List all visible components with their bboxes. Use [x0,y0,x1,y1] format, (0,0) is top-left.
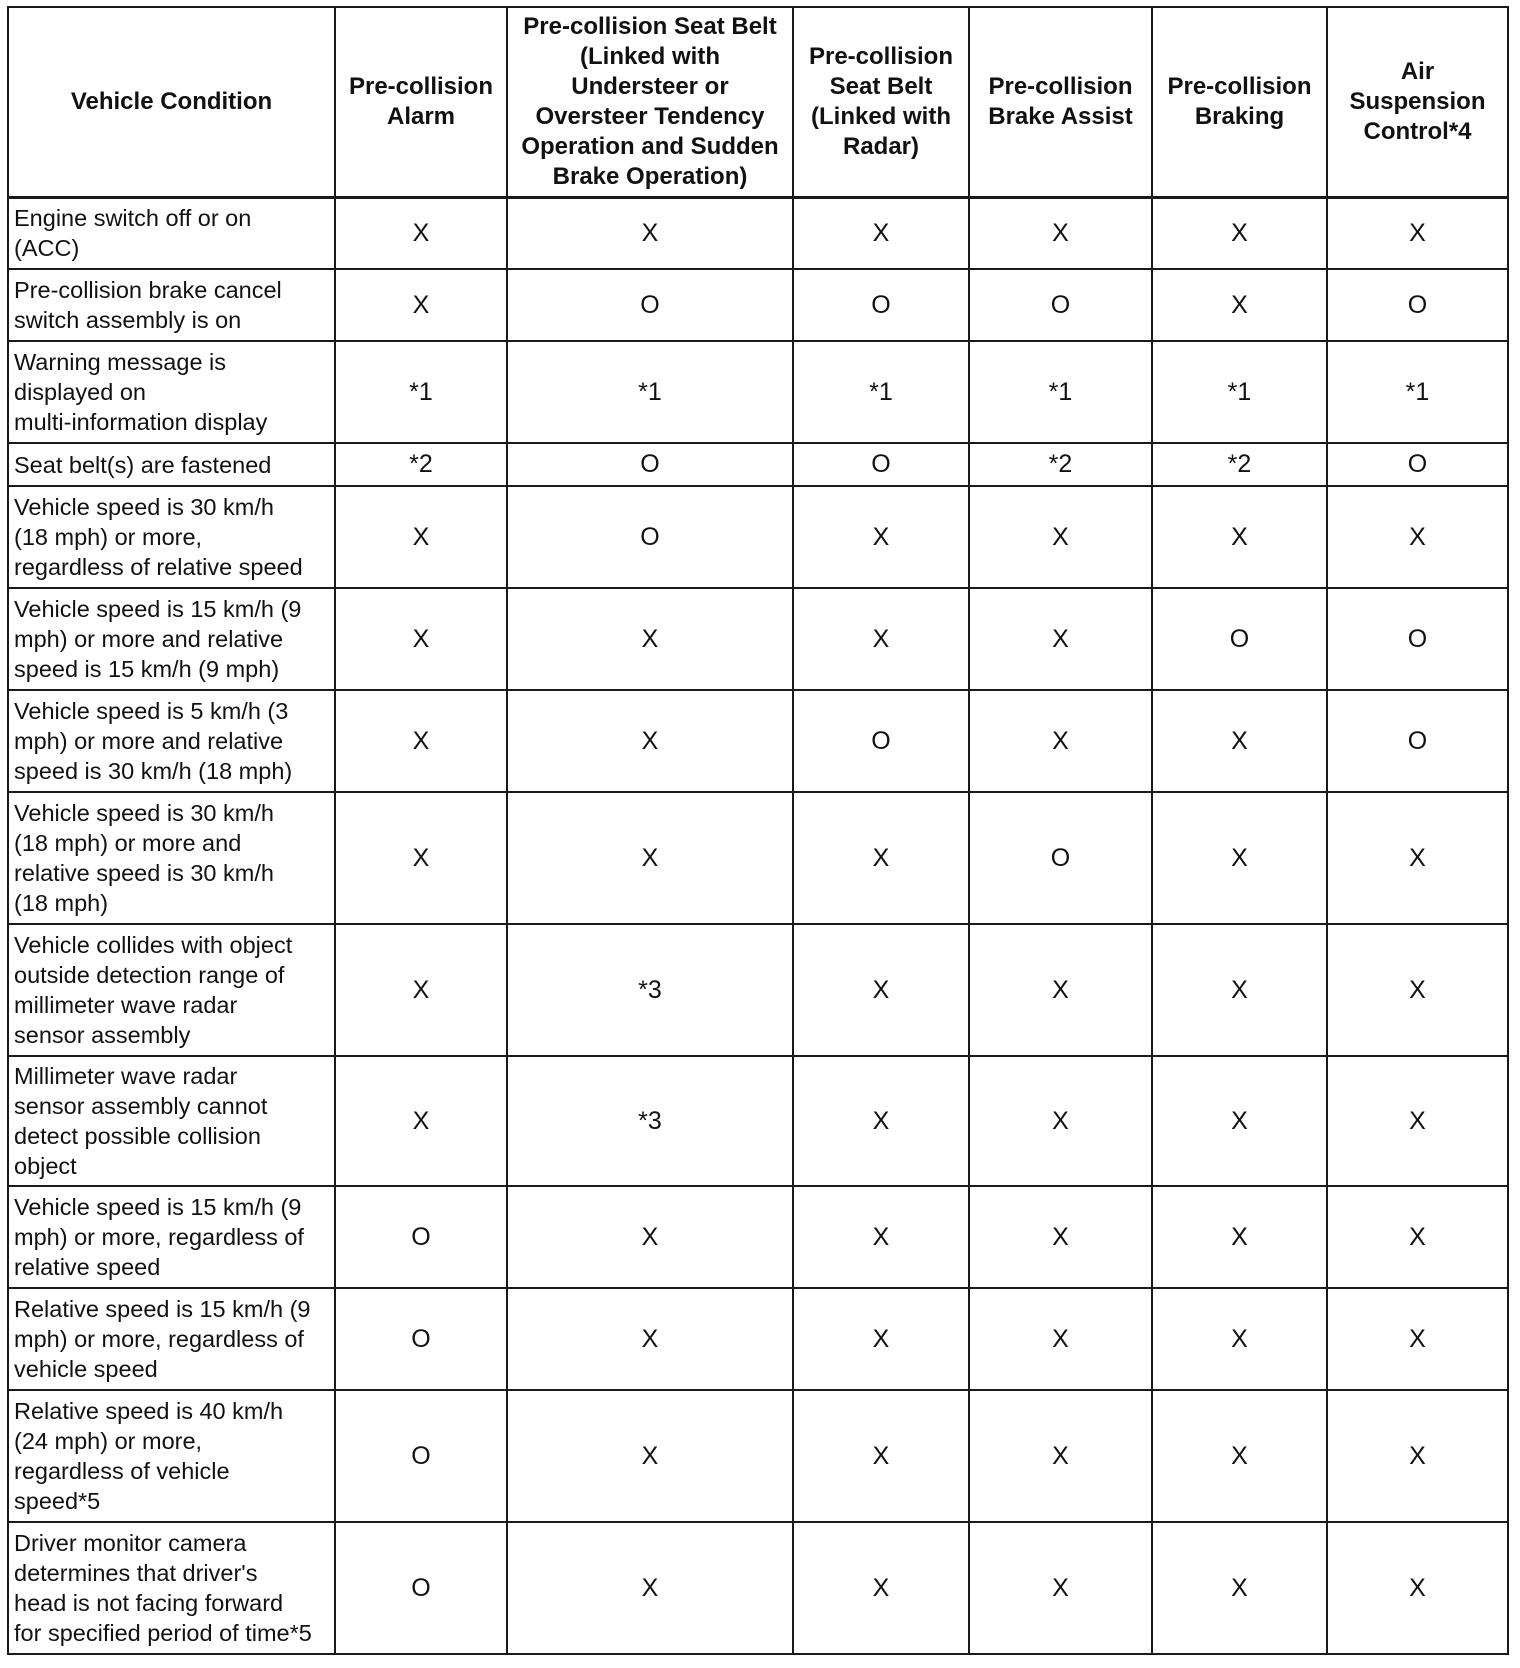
air-suspension-cell: X [1327,1390,1508,1522]
condition-cell: Millimeter wave radar sensor assembly cannot detect possible collision object [8,1056,335,1186]
seat-belt-radar-cell: X [793,486,969,588]
alarm-cell: X [335,924,507,1056]
seat-belt-radar-cell: X [793,924,969,1056]
table-row [8,924,1508,1056]
seat-belt-radar-cell: O [793,269,969,341]
header-row [8,7,1508,197]
brake-assist-cell: X [969,1522,1152,1654]
air-suspension-cell: O [1327,443,1508,486]
alarm-cell: O [335,1522,507,1654]
braking-cell: X [1152,792,1327,924]
alarm-cell: X [335,486,507,588]
header-seat-belt-understeer: Pre-collision Seat Belt (Linked with Understeer or Oversteer Tendency Operation and Sudden Brake Operation) [507,7,793,197]
air-suspension-cell: X [1327,486,1508,588]
header-seat-belt-radar: Pre-collision Seat Belt (Linked with Radar) [793,7,969,197]
condition-cell: Pre-collision brake cancel switch assembly is on [8,269,335,341]
table-row [8,197,1508,269]
brake-assist-cell: X [969,588,1152,690]
braking-cell: X [1152,269,1327,341]
brake-assist-cell: X [969,690,1152,792]
alarm-cell: X [335,197,507,269]
braking-cell: X [1152,1390,1327,1522]
header-air-suspension: Air Suspension Control*4 [1327,7,1508,197]
brake-assist-cell: X [969,924,1152,1056]
seat-belt-understeer-cell: X [507,1186,793,1288]
seat-belt-understeer-cell: O [507,269,793,341]
header-pre-collision-braking: Pre-collision Braking [1152,7,1327,197]
condition-cell: Vehicle speed is 30 km/h (18 mph) or more, regardless of relative speed [8,486,335,588]
condition-cell: Vehicle speed is 5 km/h (3 mph) or more and relative speed is 30 km/h (18 mph) [8,690,335,792]
alarm-cell: O [335,1288,507,1390]
seat-belt-understeer-cell: X [507,588,793,690]
table-row [8,1522,1508,1654]
seat-belt-understeer-cell: X [507,1288,793,1390]
brake-assist-cell: *1 [969,341,1152,443]
brake-assist-cell: O [969,792,1152,924]
alarm-cell: X [335,269,507,341]
seat-belt-understeer-cell: X [507,792,793,924]
condition-cell: Warning message is displayed on multi-information display [8,341,335,443]
seat-belt-radar-cell: X [793,792,969,924]
seat-belt-understeer-cell: *1 [507,341,793,443]
brake-assist-cell: X [969,1288,1152,1390]
table-row [8,486,1508,588]
braking-cell: *2 [1152,443,1327,486]
seat-belt-radar-cell: X [793,197,969,269]
brake-assist-cell: X [969,486,1152,588]
alarm-cell: O [335,1390,507,1522]
table-row [8,443,1508,486]
table-row [8,1288,1508,1390]
air-suspension-cell: X [1327,792,1508,924]
braking-cell: X [1152,690,1327,792]
air-suspension-cell: O [1327,588,1508,690]
air-suspension-cell: X [1327,1288,1508,1390]
braking-cell: O [1152,588,1327,690]
condition-cell: Engine switch off or on (ACC) [8,197,335,269]
vehicle-condition-table [7,6,1509,1655]
braking-cell: X [1152,924,1327,1056]
seat-belt-understeer-cell: O [507,486,793,588]
brake-assist-cell: *2 [969,443,1152,486]
seat-belt-understeer-cell: X [507,690,793,792]
braking-cell: X [1152,486,1327,588]
seat-belt-understeer-cell: X [507,1390,793,1522]
air-suspension-cell: O [1327,690,1508,792]
table-row [8,588,1508,690]
header-vehicle-condition: Vehicle Condition [8,7,335,197]
alarm-cell: *2 [335,443,507,486]
header-pre-collision-alarm: Pre-collision Alarm [335,7,507,197]
condition-cell: Relative speed is 40 km/h (24 mph) or more, regardless of vehicle speed*5 [8,1390,335,1522]
alarm-cell: O [335,1186,507,1288]
seat-belt-understeer-cell: X [507,197,793,269]
table-row [8,690,1508,792]
brake-assist-cell: X [969,197,1152,269]
condition-cell: Vehicle speed is 30 km/h (18 mph) or more and relative speed is 30 km/h (18 mph) [8,792,335,924]
seat-belt-radar-cell: X [793,1288,969,1390]
condition-cell: Vehicle collides with object outside detection range of millimeter wave radar sensor assembly [8,924,335,1056]
braking-cell: X [1152,1522,1327,1654]
braking-cell: X [1152,1288,1327,1390]
table-row [8,341,1508,443]
table-row [8,1390,1508,1522]
seat-belt-radar-cell: X [793,1522,969,1654]
seat-belt-radar-cell: X [793,1056,969,1186]
seat-belt-radar-cell: X [793,1186,969,1288]
header-brake-assist: Pre-collision Brake Assist [969,7,1152,197]
alarm-cell: X [335,690,507,792]
condition-cell: Driver monitor camera determines that driver's head is not facing forward for specified period of time*5 [8,1522,335,1654]
alarm-cell: X [335,792,507,924]
seat-belt-understeer-cell: O [507,443,793,486]
table-row [8,1186,1508,1288]
brake-assist-cell: X [969,1186,1152,1288]
brake-assist-cell: X [969,1056,1152,1186]
condition-cell: Relative speed is 15 km/h (9 mph) or more, regardless of vehicle speed [8,1288,335,1390]
alarm-cell: X [335,1056,507,1186]
brake-assist-cell: X [969,1390,1152,1522]
air-suspension-cell: X [1327,1056,1508,1186]
braking-cell: *1 [1152,341,1327,443]
seat-belt-radar-cell: X [793,588,969,690]
air-suspension-cell: X [1327,924,1508,1056]
braking-cell: X [1152,1186,1327,1288]
seat-belt-understeer-cell: *3 [507,924,793,1056]
table-row [8,792,1508,924]
seat-belt-understeer-cell: *3 [507,1056,793,1186]
condition-cell: Vehicle speed is 15 km/h (9 mph) or more, regardless of relative speed [8,1186,335,1288]
brake-assist-cell: O [969,269,1152,341]
alarm-cell: *1 [335,341,507,443]
condition-cell: Seat belt(s) are fastened [8,443,335,486]
braking-cell: X [1152,197,1327,269]
seat-belt-radar-cell: O [793,443,969,486]
alarm-cell: X [335,588,507,690]
table-row [8,1056,1508,1186]
air-suspension-cell: O [1327,269,1508,341]
braking-cell: X [1152,1056,1327,1186]
air-suspension-cell: X [1327,1522,1508,1654]
condition-cell: Vehicle speed is 15 km/h (9 mph) or more and relative speed is 15 km/h (9 mph) [8,588,335,690]
air-suspension-cell: X [1327,1186,1508,1288]
table-row [8,269,1508,341]
seat-belt-radar-cell: O [793,690,969,792]
seat-belt-radar-cell: *1 [793,341,969,443]
air-suspension-cell: X [1327,197,1508,269]
seat-belt-understeer-cell: X [507,1522,793,1654]
air-suspension-cell: *1 [1327,341,1508,443]
seat-belt-radar-cell: X [793,1390,969,1522]
